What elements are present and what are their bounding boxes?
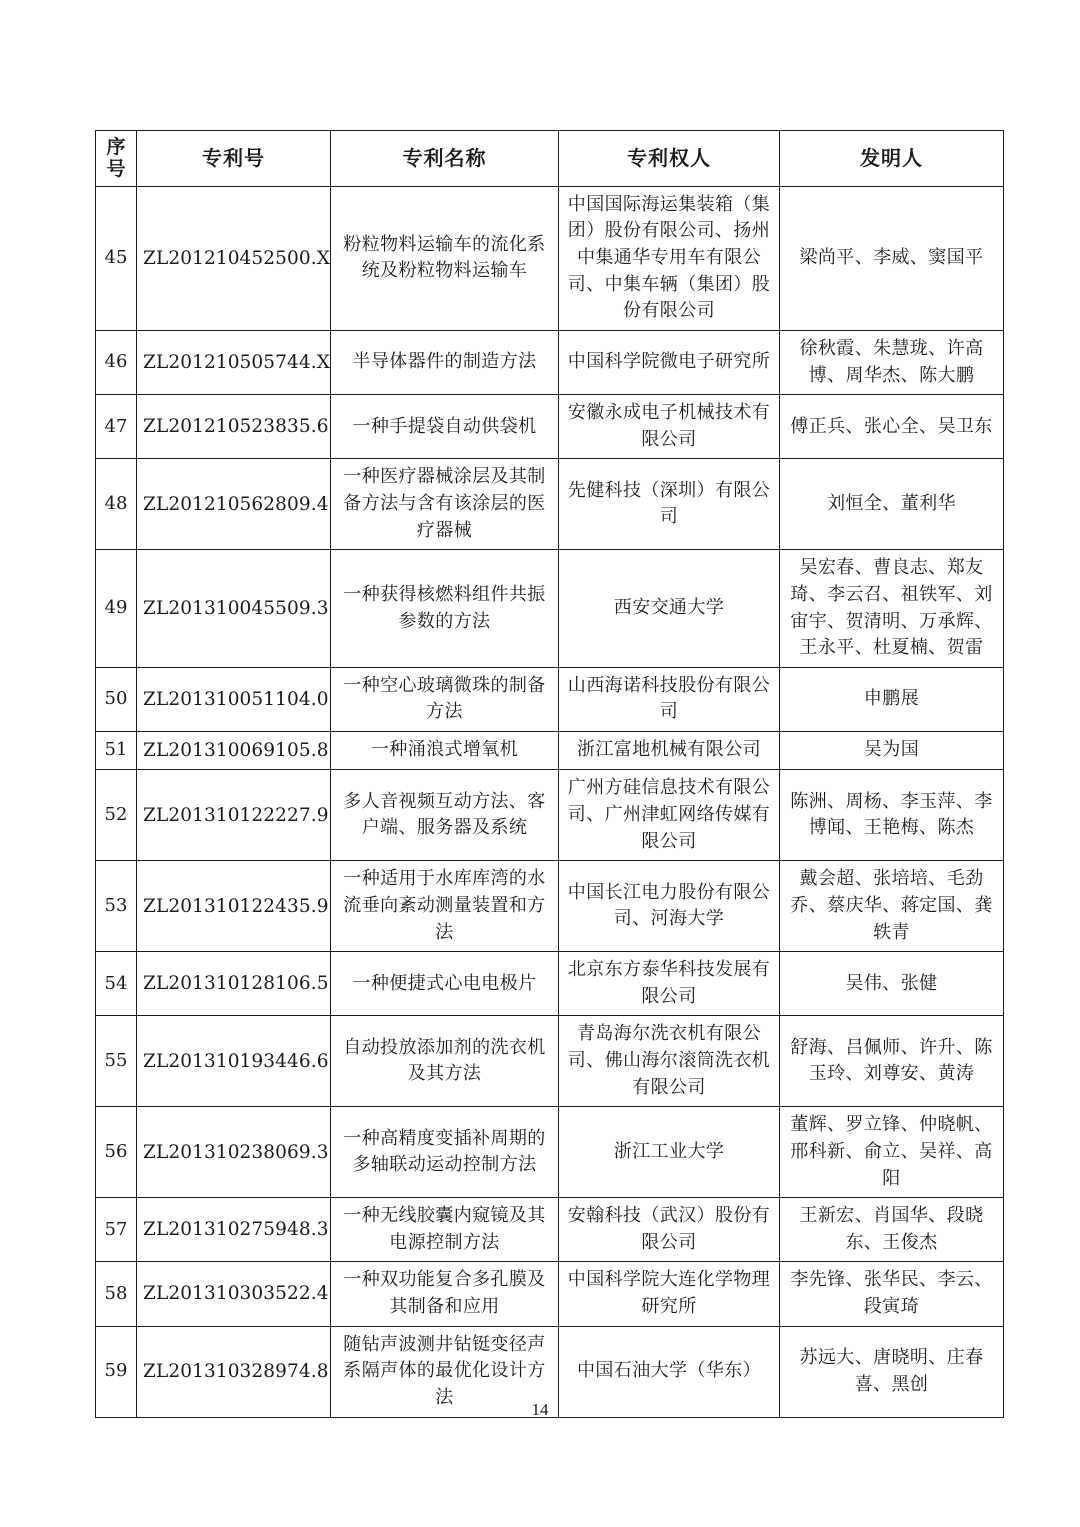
cell-patent-owner: 先健科技（深圳）有限公司 [559,459,780,550]
cell-inventors: 董辉、罗立锋、仲晓帆、邢科新、俞立、吴祥、高阳 [780,1107,1004,1198]
cell-patent-number: ZL201210452500.X [137,186,331,330]
cell-inventors: 苏远大、唐晓明、庄春喜、黑创 [780,1326,1004,1417]
table-row [96,1198,1004,1262]
column-header-sequence: 序号 [96,131,137,187]
cell-patent-owner: 中国石油大学（华东） [559,1326,780,1417]
cell-inventors: 申鹏展 [780,667,1004,731]
cell-patent-owner: 北京东方泰华科技发展有限公司 [559,952,780,1016]
cell-patent-number: ZL201310122227.9 [137,770,331,861]
patent-list-table [95,130,1004,1418]
cell-patent-title: 一种手提袋自动供袋机 [331,395,559,459]
cell-inventors: 傅正兵、张心全、吴卫东 [780,395,1004,459]
cell-inventors: 舒海、吕佩师、许升、陈玉玲、刘尊安、黄涛 [780,1016,1004,1107]
cell-patent-title: 自动投放添加剂的洗衣机及其方法 [331,1016,559,1107]
cell-patent-title: 半导体器件的制造方法 [331,330,559,394]
cell-sequence: 45 [96,186,137,330]
cell-sequence: 58 [96,1262,137,1326]
cell-sequence: 56 [96,1107,137,1198]
table-row [96,186,1004,330]
table-row [96,1016,1004,1107]
cell-patent-owner: 安徽永成电子机械技术有限公司 [559,395,780,459]
table-row [96,395,1004,459]
cell-sequence: 59 [96,1326,137,1417]
cell-patent-title: 一种高精度变插补周期的多轴联动运动控制方法 [331,1107,559,1198]
table-header [96,131,1004,187]
column-header-patent-number: 专利号 [137,131,331,187]
cell-patent-owner: 安翰科技（武汉）股份有限公司 [559,1198,780,1262]
cell-sequence: 57 [96,1198,137,1262]
cell-patent-title: 一种适用于水库库湾的水流垂向紊动测量装置和方法 [331,861,559,952]
cell-patent-number: ZL201210523835.6 [137,395,331,459]
cell-patent-title: 粉粒物料运输车的流化系统及粉粒物料运输车 [331,186,559,330]
cell-patent-title: 一种空心玻璃微珠的制备方法 [331,667,559,731]
page-number: 14 [531,1400,549,1419]
cell-sequence: 48 [96,459,137,550]
cell-sequence: 51 [96,732,137,770]
table-row [96,861,1004,952]
cell-sequence: 47 [96,395,137,459]
cell-inventors: 梁尚平、李威、窦国平 [780,186,1004,330]
cell-patent-owner: 广州方硅信息技术有限公司、广州津虹网络传媒有限公司 [559,770,780,861]
cell-patent-owner: 中国科学院微电子研究所 [559,330,780,394]
cell-patent-title: 随钻声波测井钻铤变径声系隔声体的最优化设计方法 [331,1326,559,1417]
table-row [96,459,1004,550]
table-row [96,770,1004,861]
column-header-patent-title: 专利名称 [331,131,559,187]
cell-patent-title: 一种涌浪式增氧机 [331,732,559,770]
cell-patent-owner: 青岛海尔洗衣机有限公司、佛山海尔滚筒洗衣机有限公司 [559,1016,780,1107]
cell-patent-title: 一种无线胶囊内窥镜及其电源控制方法 [331,1198,559,1262]
cell-patent-number: ZL201310275948.3 [137,1198,331,1262]
cell-patent-number: ZL201310193446.6 [137,1016,331,1107]
table-header-row [96,131,1004,187]
cell-patent-title: 一种医疗器械涂层及其制备方法与含有该涂层的医疗器械 [331,459,559,550]
cell-patent-title: 多人音视频互动方法、客户端、服务器及系统 [331,770,559,861]
cell-patent-owner: 浙江工业大学 [559,1107,780,1198]
cell-patent-number: ZL201310303522.4 [137,1262,331,1326]
table-row [96,732,1004,770]
cell-patent-owner: 西安交通大学 [559,550,780,668]
cell-inventors: 徐秋霞、朱慧珑、许高博、周华杰、陈大鹏 [780,330,1004,394]
table-row [96,550,1004,668]
cell-sequence: 49 [96,550,137,668]
cell-inventors: 刘恒全、董利华 [780,459,1004,550]
column-header-inventors: 发明人 [780,131,1004,187]
cell-patent-owner: 中国长江电力股份有限公司、河海大学 [559,861,780,952]
cell-patent-number: ZL201310328974.8 [137,1326,331,1417]
cell-sequence: 50 [96,667,137,731]
table-row [96,952,1004,1016]
table-body [96,186,1004,1417]
cell-sequence: 53 [96,861,137,952]
cell-sequence: 54 [96,952,137,1016]
table-row [96,330,1004,394]
cell-patent-number: ZL201310045509.3 [137,550,331,668]
cell-patent-number: ZL201310238069.3 [137,1107,331,1198]
cell-patent-number: ZL201310069105.8 [137,732,331,770]
cell-patent-number: ZL201310051104.0 [137,667,331,731]
table-row [96,667,1004,731]
cell-inventors: 陈洲、周杨、李玉萍、李博闻、王艳梅、陈杰 [780,770,1004,861]
cell-inventors: 吴为国 [780,732,1004,770]
cell-inventors: 李先锋、张华民、李云、段寅琦 [780,1262,1004,1326]
cell-patent-number: ZL201210562809.4 [137,459,331,550]
table-row [96,1107,1004,1198]
column-header-patent-owner: 专利权人 [559,131,780,187]
cell-patent-title: 一种双功能复合多孔膜及其制备和应用 [331,1262,559,1326]
cell-patent-number: ZL201310128106.5 [137,952,331,1016]
cell-patent-owner: 山西海诺科技股份有限公司 [559,667,780,731]
cell-inventors: 吴伟、张健 [780,952,1004,1016]
cell-patent-owner: 浙江富地机械有限公司 [559,732,780,770]
patent-table-container [95,130,1003,1418]
cell-inventors: 王新宏、肖国华、段晓东、王俊杰 [780,1198,1004,1262]
cell-sequence: 46 [96,330,137,394]
cell-sequence: 52 [96,770,137,861]
cell-sequence: 55 [96,1016,137,1107]
cell-patent-owner: 中国国际海运集装箱（集团）股份有限公司、扬州中集通华专用车有限公司、中集车辆（集团）股份有限公司 [559,186,780,330]
cell-patent-number: ZL201310122435.9 [137,861,331,952]
cell-inventors: 戴会超、张培培、毛劲乔、蔡庆华、蒋定国、龚轶青 [780,861,1004,952]
cell-patent-title: 一种便捷式心电电极片 [331,952,559,1016]
cell-patent-owner: 中国科学院大连化学物理研究所 [559,1262,780,1326]
cell-patent-title: 一种获得核燃料组件共振参数的方法 [331,550,559,668]
table-row [96,1262,1004,1326]
cell-inventors: 吴宏春、曹良志、郑友琦、李云召、祖铁军、刘宙宇、贺清明、万承辉、王永平、杜夏楠、贺雷 [780,550,1004,668]
cell-patent-number: ZL201210505744.X [137,330,331,394]
